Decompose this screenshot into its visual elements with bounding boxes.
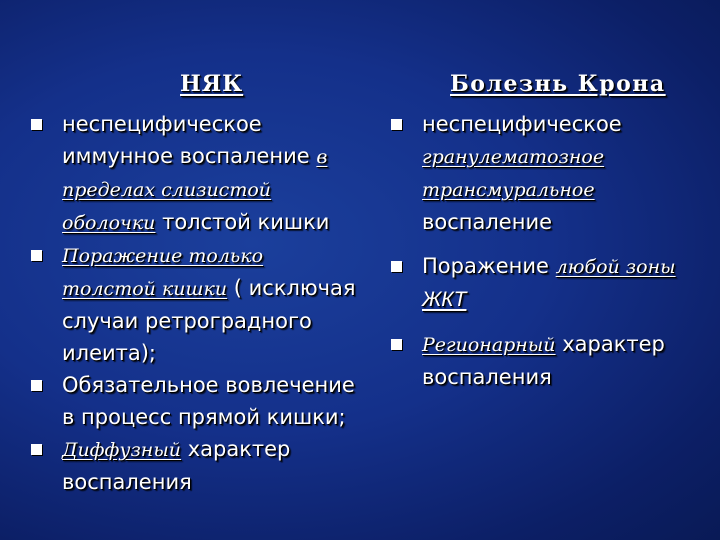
list-item (388, 250, 688, 316)
item-text: ( исключая случаи ретроградного илеита); (62, 276, 356, 365)
square-bullet-icon (31, 444, 42, 455)
list-item (28, 108, 358, 239)
square-bullet-icon (31, 380, 42, 391)
item-text: характер воспаления (422, 332, 665, 389)
crohn-list (388, 108, 688, 393)
list-item (28, 369, 358, 433)
item-text: неспецифическое иммунное воспаление (62, 112, 317, 168)
square-bullet-icon (391, 261, 402, 272)
item-emphasis: Регионарный (422, 334, 556, 356)
square-bullet-icon (391, 119, 402, 130)
list-item (388, 328, 688, 393)
item-text: толстой кишки (155, 210, 330, 234)
square-bullet-icon (391, 339, 402, 350)
item-emphasis: гранулематозное трансмуральное (422, 146, 605, 201)
square-bullet-icon (31, 250, 42, 261)
list-item (388, 108, 688, 238)
list-item (28, 433, 358, 498)
uc-column (28, 68, 358, 498)
list-item (28, 239, 358, 369)
uc-heading: НЯК (180, 71, 244, 97)
item-emphasis: Поражение только толстой кишки (62, 245, 264, 300)
item-text: воспаление (422, 210, 553, 234)
item-emphasis: ЖКТ (422, 288, 467, 311)
item-text: Поражение (422, 254, 556, 278)
item-emphasis: любой зоны (555, 256, 676, 278)
item-emphasis: в пределах слизистой оболочки (62, 146, 328, 234)
crohn-heading: Болезнь Крона (450, 71, 666, 97)
crohn-column (388, 68, 688, 405)
item-text: неспецифическое (422, 112, 622, 136)
square-bullet-icon (31, 119, 42, 130)
item-text: Обязательное вовлечение в процесс прямой кишки; (62, 373, 355, 429)
uc-list (28, 108, 358, 498)
item-text: характер воспаления (62, 437, 291, 494)
item-emphasis: Диффузный (62, 439, 182, 461)
